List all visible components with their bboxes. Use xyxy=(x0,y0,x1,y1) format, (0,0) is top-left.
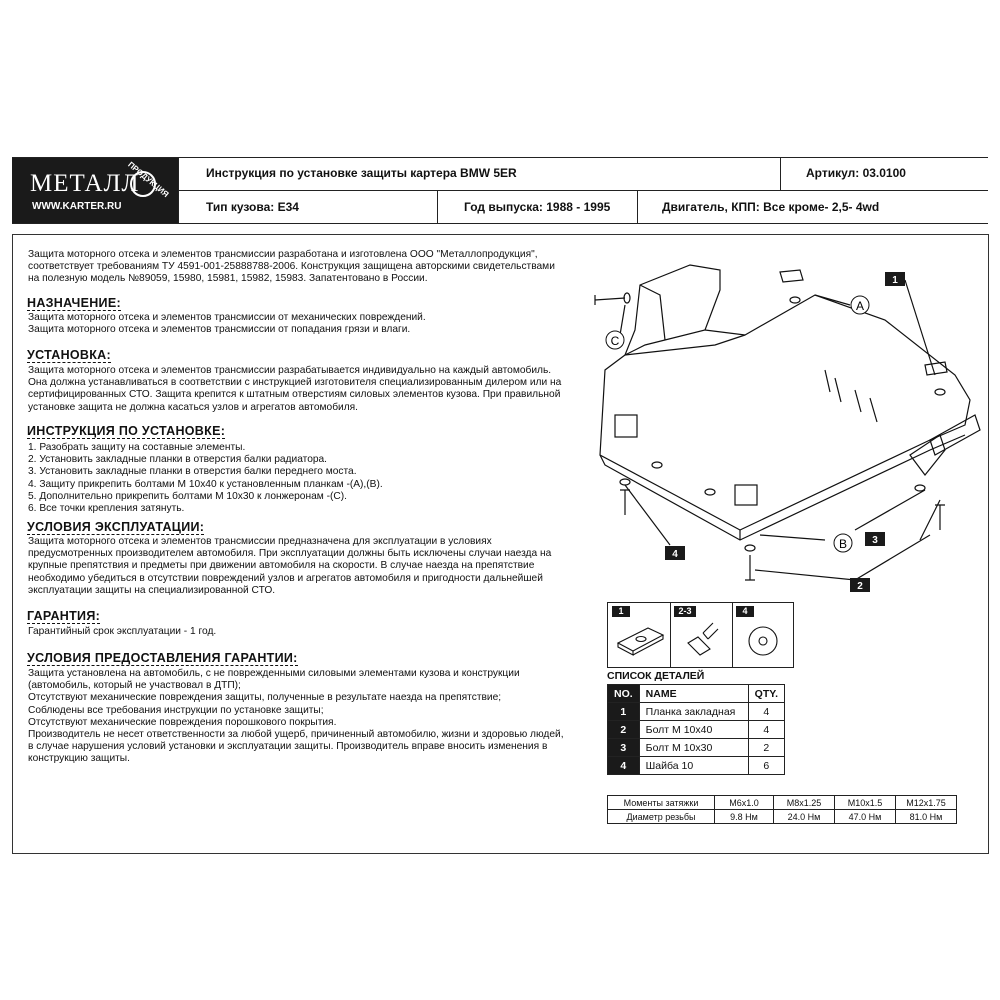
warranty-text xyxy=(28,626,580,638)
plank-icon xyxy=(618,628,663,651)
header-border-middle xyxy=(178,190,988,191)
table-header-row xyxy=(608,685,785,703)
text-line: предусмотренных производителем автомобиля. При эксплуатации должны быть исключены случаи наезда на xyxy=(28,548,552,560)
part-qty: 4 xyxy=(748,703,784,721)
torque-cell: 81.0 Нм xyxy=(896,810,957,824)
diagram-label-4: 4 xyxy=(672,549,678,560)
torque-cell: Диаметр резьбы xyxy=(608,810,715,824)
text-line: Отсутствуют механические повреждения порошкового покрытия. xyxy=(28,716,337,728)
parts-list-table xyxy=(607,684,785,775)
torque-cell: 47.0 Нм xyxy=(835,810,896,824)
text-line: Защита установлена на автомобиль, с не поврежденными силовыми элементами кузова и конструкции xyxy=(28,668,520,679)
text-line: Гарантийный срок эксплуатации - 1 год. xyxy=(28,626,217,637)
logo-url: WWW.KARTER.RU xyxy=(32,201,122,212)
text-line: сертифицированных СТО. Защита крепится к штатным отверстиям силовых элементов кузова. При правильной xyxy=(28,389,561,401)
part-name: Болт М 10х40 xyxy=(639,721,748,739)
table-row xyxy=(608,721,785,739)
part-no: 2 xyxy=(608,721,640,739)
logo xyxy=(12,158,178,223)
logo-text: МЕТАЛЛ xyxy=(30,170,140,197)
mount-point-c: C xyxy=(610,334,620,348)
instruction-step: 2. Установить закладные планки в отверстия балки радиатора. xyxy=(28,454,328,466)
diagram-label-1: 1 xyxy=(892,275,898,286)
table-row xyxy=(608,703,785,721)
instruction-step: 5. Дополнительно прикрепить болтами М 10х30 к лонжеронам -(С). xyxy=(28,490,347,502)
text-line: Защита моторного отсека и элементов трансмиссии предназначена для эксплуатации в условиях xyxy=(28,536,492,547)
text-line: в случае нарушения условий установки и эксплуатации защиты. Производитель вправе вносить изменения в xyxy=(28,741,548,753)
part-qty: 2 xyxy=(748,739,784,757)
text-line: Защита моторного отсека и элементов трансмиссии от попадания грязи и влаги. xyxy=(28,324,411,336)
header-divider-2 xyxy=(780,157,781,191)
body-type: Тип кузова: E34 xyxy=(206,200,299,214)
part-no: 3 xyxy=(608,739,640,757)
document-title: Инструкция по установке защиты картера BMW 5ER xyxy=(206,166,517,180)
section-title-warranty-conditions: УСЛОВИЯ ПРЕДОСТАВЛЕНИЯ ГАРАНТИИ: xyxy=(27,651,298,665)
diagram-label-3: 3 xyxy=(872,535,878,546)
header-border-top xyxy=(12,157,988,158)
intro-paragraph xyxy=(28,249,580,286)
part-icon-tag-4: 4 xyxy=(736,606,754,617)
bolt-icon xyxy=(688,637,710,655)
warranty-conditions-text xyxy=(28,668,580,766)
header-divider-3 xyxy=(437,190,438,224)
col-qty: QTY. xyxy=(748,685,784,703)
table-row xyxy=(608,739,785,757)
part-name: Планка закладная xyxy=(639,703,748,721)
intro-line: Защита моторного отсека и элементов трансмиссии разработана и изготовлена ООО "Металлопродукция", xyxy=(28,249,538,260)
torque-cell: Моменты затяжки xyxy=(608,796,715,810)
torque-cell: М6х1.0 xyxy=(715,796,774,810)
text-line: крупные препятствия и предметы при движении автомобиля на скорости. В случае наезда на препятствие xyxy=(28,560,535,572)
plank-1-right xyxy=(925,362,947,375)
part-no: 1 xyxy=(608,703,640,721)
parts-icons-box xyxy=(607,602,794,668)
torque-row xyxy=(608,810,957,824)
washer-icon xyxy=(749,627,777,655)
part-name: Шайба 10 xyxy=(639,757,748,775)
bolt-3 xyxy=(935,505,945,530)
instruction-step: 3. Установить закладные планки в отверстия балки переднего моста. xyxy=(28,466,357,478)
bolt-2 xyxy=(745,555,755,580)
header-divider-1 xyxy=(178,157,179,224)
header-border-bottom xyxy=(12,223,988,224)
purpose-text xyxy=(28,312,580,336)
part-qty: 4 xyxy=(748,721,784,739)
article-number: Артикул: 03.0100 xyxy=(806,166,906,180)
text-line: необходимо убедиться в отсутствии повреждений узлов и агрегатов автомобиля и пригодности дальнейшей xyxy=(28,572,543,584)
bolt-4 xyxy=(620,490,630,515)
instruction-steps xyxy=(28,442,580,515)
instruction-step: 4. Защиту прикрепить болтами М 10х40 к установленным планкам -(А),(В). xyxy=(28,478,383,490)
torque-cell: 24.0 Нм xyxy=(774,810,835,824)
header-divider-4 xyxy=(637,190,638,224)
skid-plate xyxy=(625,265,720,355)
text-line: Она должна устанавливаться в соответствии с инструкцией изготовителя специализированным дилером или на xyxy=(28,377,562,389)
parts-icons-drawing xyxy=(608,603,793,667)
text-line: конструкцию защиты. xyxy=(28,753,130,765)
section-title-warranty: ГАРАНТИЯ: xyxy=(27,609,101,623)
section-title-install: УСТАНОВКА: xyxy=(27,348,111,362)
instruction-step: 1. Разобрать защиту на составные элементы. xyxy=(28,442,246,453)
col-name: NAME xyxy=(639,685,748,703)
mount-point-b: B xyxy=(838,537,848,551)
text-line: эксплуатации защиты на специализированной СТО. xyxy=(28,584,276,596)
torque-cell: М10х1.5 xyxy=(835,796,896,810)
text-line: Защита моторного отсека и элементов трансмиссии от механических повреждений. xyxy=(28,312,426,323)
part-qty: 6 xyxy=(748,757,784,775)
engine-info: Двигатель, КПП: Все кроме- 2,5- 4wd xyxy=(662,200,880,214)
text-line: Защита моторного отсека и элементов трансмиссии разрабатывается индивидуально на каждый автомобиль. xyxy=(28,365,552,376)
logo-arc-text: ПРОДУКЦИЯ xyxy=(126,160,171,200)
plank-1-top xyxy=(780,270,803,282)
intro-line: соответствует требованиям ТУ 4591-001-25888788-2006. Конструкция защищена авторскими свидетельствами xyxy=(28,261,555,273)
torque-row xyxy=(608,796,957,810)
torque-table xyxy=(607,795,957,824)
text-line: Отсутствуют механические повреждения защиты, полученные в результате наезда на препятствие; xyxy=(28,692,502,704)
col-no: NO. xyxy=(608,685,640,703)
mount-point-a: A xyxy=(855,299,865,313)
table-row xyxy=(608,757,785,775)
production-years: Год выпуска: 1988 - 1995 xyxy=(464,200,611,214)
text-line: Производитель не несет ответственности за любой ущерб, причиненный автомобилю, жизни и здоровью людей, xyxy=(28,729,564,741)
instruction-step: 6. Все точки крепления затянуть. xyxy=(28,503,185,515)
part-icon-tag-2-3: 2-3 xyxy=(674,606,696,617)
part-icon-tag-1: 1 xyxy=(612,606,630,617)
intro-line: на полезную модель №89059, 15980, 15981, 15982, 15983. Запатентовано в России. xyxy=(28,273,428,285)
torque-cell: М8х1.25 xyxy=(774,796,835,810)
text-line: Соблюдены все требования инструкции по установке защиты; xyxy=(28,704,324,716)
torque-cell: М12х1.75 xyxy=(896,796,957,810)
torque-cell: 9.8 Нм xyxy=(715,810,774,824)
section-title-instruction: ИНСТРУКЦИЯ ПО УСТАНОВКЕ: xyxy=(27,424,226,438)
section-title-purpose: НАЗНАЧЕНИЕ: xyxy=(27,296,121,310)
operation-text xyxy=(28,536,580,597)
diagram-label-2: 2 xyxy=(857,581,863,592)
part-name: Болт М 10х30 xyxy=(639,739,748,757)
bolt-c xyxy=(595,295,625,305)
text-line: (автомобиль, который не участвовал в ДТП); xyxy=(28,680,241,692)
text-line: установке защита не должна касаться узлов и агрегатов автомобиля. xyxy=(28,401,359,413)
part-no: 4 xyxy=(608,757,640,775)
install-text xyxy=(28,365,580,414)
parts-list-title: СПИСОК ДЕТАЛЕЙ xyxy=(607,670,705,682)
assembly-diagram xyxy=(585,250,985,600)
section-title-operation: УСЛОВИЯ ЭКСПЛУАТАЦИИ: xyxy=(27,520,205,534)
